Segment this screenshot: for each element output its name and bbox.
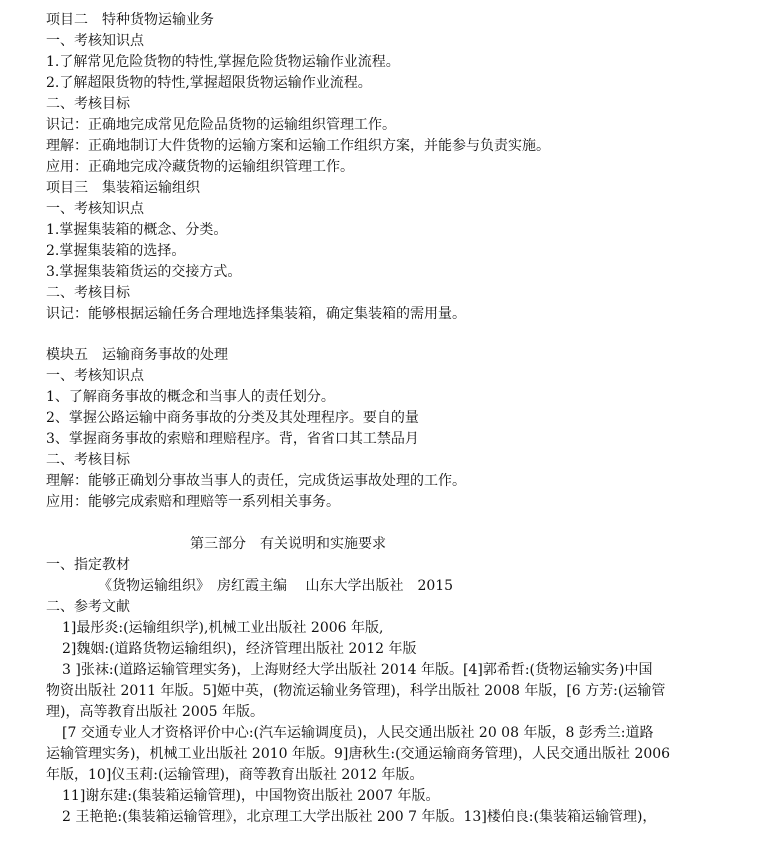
text-line: 理解：正确地制订大件货物的运输方案和运输工作组织方案，并能参与负责实施。 (46, 138, 550, 154)
text-line: 3.掌握集装箱货运的交接方式。 (46, 264, 242, 280)
text-line: 1.了解常见危险货物的特性,掌握危险货物运输作业流程。 (46, 54, 400, 70)
subheading: 一、考核知识点 (46, 368, 144, 384)
text-line: 识记：正确地完成常见危险品货物的运输组织管理工作。 (46, 117, 396, 133)
reference-line: 2 王艳艳:(集装箱运输管理》，北京理工大学出版社 200 7 年版。13]楼伯良:(集装箱运输管理)， (62, 809, 657, 825)
text-line: 识记：能够根据运输任务合理地选择集装箱，确定集装箱的需用量。 (46, 306, 466, 322)
module-title: 模块五 运输商务事故的处理 (46, 347, 228, 363)
section-title: 项目二 特种货物运输业务 (46, 12, 214, 28)
subheading: 一、指定教材 (46, 557, 130, 573)
part-title: 第三部分 有关说明和实施要求 (190, 536, 386, 552)
text-line: 2.了解超限货物的特性,掌握超限货物运输作业流程。 (46, 75, 372, 91)
text-line: 1.掌握集装箱的概念、分类。 (46, 222, 228, 238)
text-line: 2、掌握公路运输中商务事故的分类及其处理程序。要自的量 (46, 410, 419, 426)
subheading: 二、考核目标 (46, 96, 130, 112)
reference-line: 理)，高等教育出版社 2005 年版。 (46, 704, 264, 720)
text-line: 应用：正确地完成冷藏货物的运输组织管理工作。 (46, 159, 354, 175)
reference-line: 物资出版社 2011 年版。5]姬中英，(物流运输业务管理)，科学出版社 2008 年版，[6 方芳:(运输管 (46, 683, 666, 699)
subheading: 一、考核知识点 (46, 33, 144, 49)
reference-line: 1]最彤炎:(运输组织学),机械工业出版社 2006 年版, (62, 620, 384, 636)
text-line: 2.掌握集装箱的选择。 (46, 243, 186, 259)
reference-line: 3 ]张袜:(道路运输管理实务)，上海财经大学出版社 2014 年版。[4]郭希哲:(货物运输实务)中国 (62, 662, 653, 678)
subheading: 二、参考文献 (46, 599, 130, 615)
subheading: 二、考核目标 (46, 285, 130, 301)
text-line: 3、掌握商务事故的索赔和理赔程序。背，省省口其工禁品月 (46, 431, 419, 447)
text-line: 1、了解商务事故的概念和当事人的责任划分。 (46, 389, 335, 405)
subheading: 二、考核目标 (46, 452, 130, 468)
reference-line: 年版，10]仪玉莉:(运输管理)，商等教育出版社 2012 年版。 (46, 767, 424, 783)
reference-line: 11]谢东建:(集装箱运输管理)，中国物资出版社 2007 年版。 (62, 788, 440, 804)
text-line: 应用：能够完成索赔和理赔等一系列相关事务。 (46, 494, 340, 510)
reference-line: 2]魏姻:(道路货物运输组织)，经济管理出版社 2012 年版 (62, 641, 417, 657)
subheading: 一、考核知识点 (46, 201, 144, 217)
reference-line: [7 交通专业人才资格评价中心:(汽车运输调度员)，人民交通出版社 20 08 年版，8 彭秀兰:道路 (62, 725, 654, 741)
reference-line: 运输管理实务)，机械工业出版社 2010 年版。9]唐秋生:(交通运输商务管理)，人民交通出版社 2006 (46, 746, 671, 762)
textbook-line: 《货物运输组织》 房红霞主编 山东大学出版社 2015 (98, 578, 454, 594)
section-title: 项目三 集装箱运输组织 (46, 180, 200, 196)
text-line: 理解：能够正确划分事故当事人的责任，完成货运事故处理的工作。 (46, 473, 466, 489)
